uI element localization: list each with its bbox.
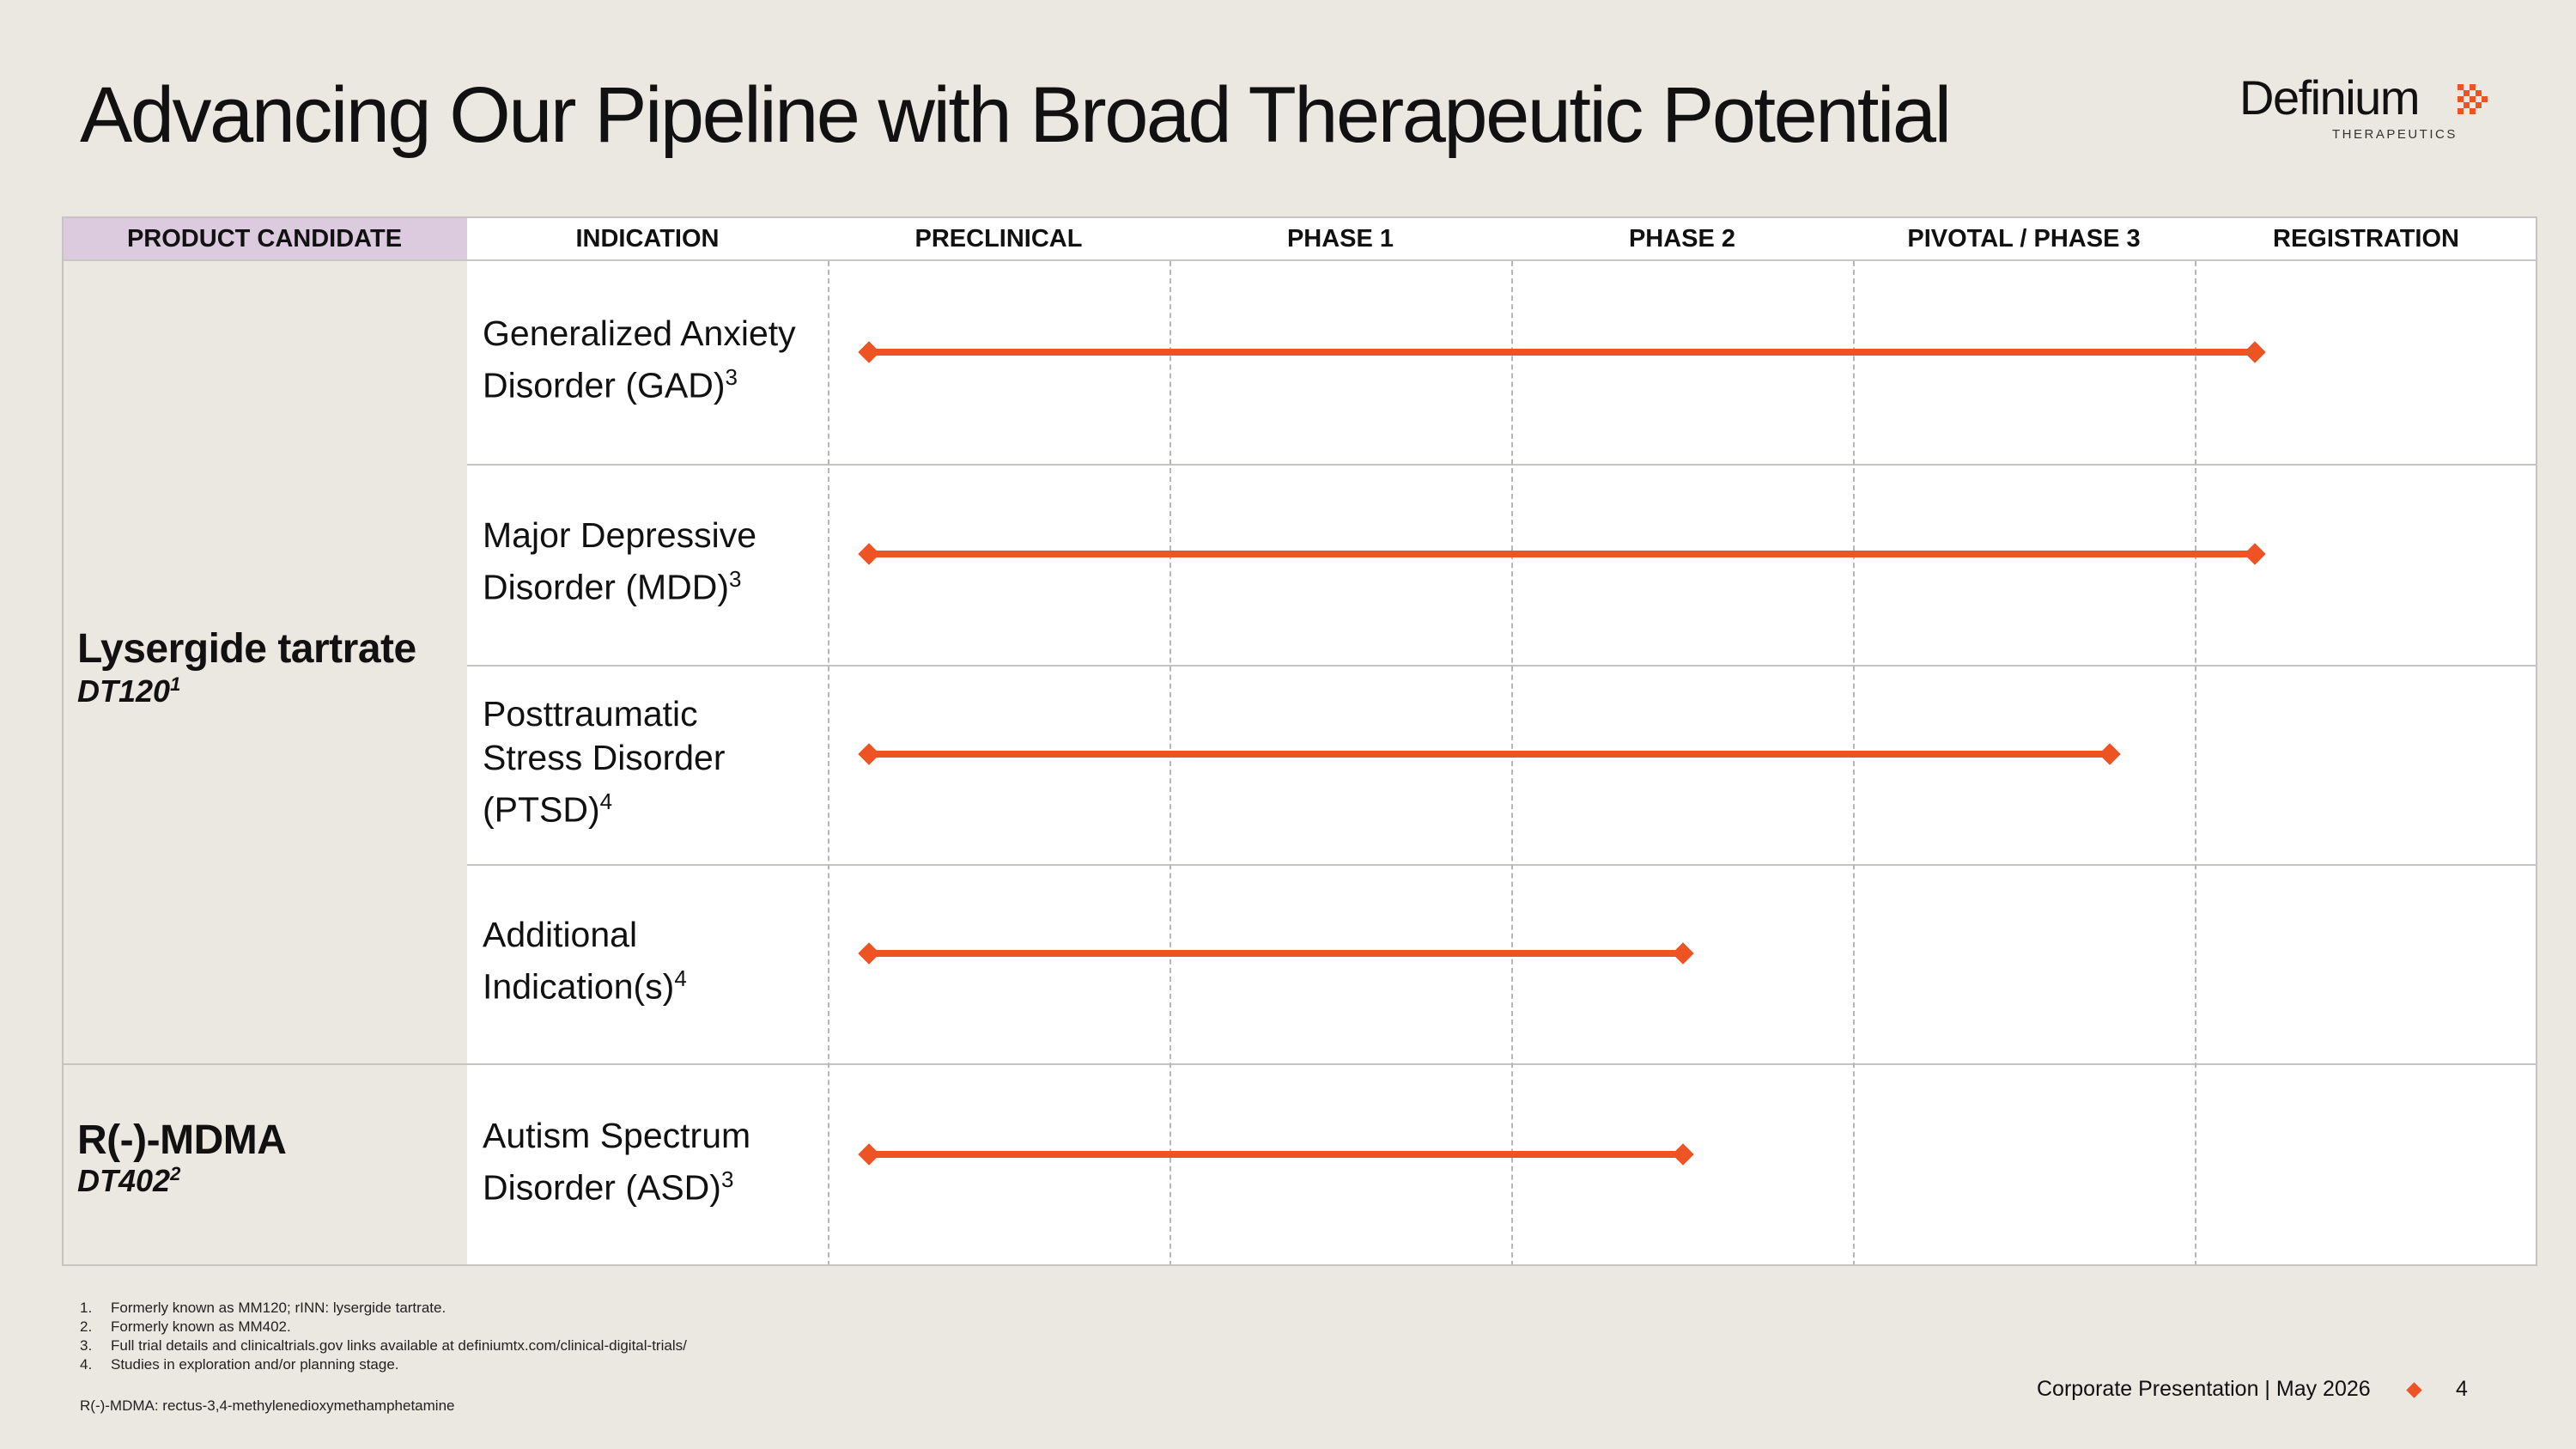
footnote-item <box>80 1336 687 1355</box>
footer-text: Corporate Presentation | May 2026 <box>2037 1377 2371 1401</box>
row-divider <box>467 864 2537 866</box>
header-preclinical: PRECLINICAL <box>828 216 1170 261</box>
row-divider <box>62 1063 2537 1065</box>
company-logo <box>2239 70 2497 148</box>
header-phase-1: PHASE 1 <box>1170 216 1511 261</box>
footnote-number: 2. <box>80 1318 93 1335</box>
footnote-text: Full trial details and clinicaltrials.gov links available at definiumtx.com/clinical-digital-trials/ <box>111 1337 687 1354</box>
indication-line: (PTSD) <box>483 789 600 830</box>
indication-note: 4 <box>674 965 687 991</box>
candidate-code-note: 2 <box>170 1163 181 1184</box>
candidate-code <box>77 1163 180 1199</box>
header-indication: INDICATION <box>467 216 828 261</box>
logo-mark-icon <box>2454 81 2492 119</box>
header-registration: REGISTRATION <box>2195 216 2537 261</box>
footer-diamond-icon <box>2406 1382 2421 1397</box>
progress-bar <box>869 1151 1683 1158</box>
candidate-code-text: DT120 <box>77 673 171 709</box>
progress-bar <box>869 751 2110 758</box>
indication-line: Disorder (GAD) <box>483 365 726 405</box>
page-number: 4 <box>2456 1377 2468 1401</box>
progress-bar <box>869 950 1683 957</box>
footnote-text: Formerly known as MM120; rINN: lysergide tartrate. <box>111 1300 447 1316</box>
indication-label <box>483 312 843 408</box>
indication-line: Autism Spectrum <box>483 1116 751 1155</box>
header-pivotal-phase-3: PIVOTAL / PHASE 3 <box>1853 216 2195 261</box>
indication-line: Disorder (MDD) <box>483 567 729 607</box>
page-title: Advancing Our Pipeline with Broad Therapeutic Potential <box>80 71 1950 159</box>
footnote-number: 3. <box>80 1337 93 1354</box>
indication-line: Generalized Anxiety <box>483 314 796 353</box>
candidate-code-note: 1 <box>170 673 181 695</box>
column-divider <box>2195 261 2196 1266</box>
footnote-number: 4. <box>80 1356 93 1373</box>
footnote-item <box>80 1299 687 1318</box>
column-divider <box>1853 261 1855 1266</box>
indication-label <box>483 1114 843 1210</box>
indication-label <box>483 913 843 1009</box>
indication-note: 4 <box>599 788 613 814</box>
column-divider <box>1170 261 1171 1266</box>
column-divider <box>1511 261 1513 1266</box>
indication-label <box>483 692 843 832</box>
footnotes <box>80 1299 687 1374</box>
indication-note: 3 <box>729 566 742 592</box>
logo-subtitle: THERAPEUTICS <box>2332 127 2458 142</box>
indication-label <box>483 514 843 610</box>
indication-line: Indication(s) <box>483 966 675 1007</box>
candidate-code <box>77 673 180 709</box>
indication-line: Additional <box>483 915 638 954</box>
progress-bar <box>869 551 2255 557</box>
logo-name: Definium <box>2239 70 2419 125</box>
footnote-item <box>80 1355 687 1374</box>
candidate-code-text: DT402 <box>77 1163 171 1198</box>
indication-note: 3 <box>720 1166 734 1192</box>
indication-line: Disorder (ASD) <box>483 1167 721 1208</box>
footnote-number: 1. <box>80 1300 93 1316</box>
indication-line: Stress Disorder <box>483 737 726 777</box>
progress-bar <box>869 349 2255 356</box>
abbreviation-note: R(-)-MDMA: rectus-3,4-methylenedioxymethamphetamine <box>80 1397 455 1414</box>
candidate-name: Lysergide tartrate <box>77 626 416 672</box>
row-divider <box>467 464 2537 466</box>
footnote-text: Studies in exploration and/or planning stage. <box>111 1356 399 1373</box>
header-product-candidate: PRODUCT CANDIDATE <box>62 216 467 261</box>
footnote-text: Formerly known as MM402. <box>111 1318 291 1335</box>
pipeline-table <box>62 216 2537 1266</box>
header-phase-2: PHASE 2 <box>1511 216 1853 261</box>
indication-note: 3 <box>725 364 738 390</box>
indication-line: Posttraumatic <box>483 693 698 734</box>
indication-line: Major Depressive <box>483 515 756 555</box>
candidate-name: R(-)-MDMA <box>77 1117 287 1163</box>
footnote-item <box>80 1318 687 1336</box>
row-divider <box>467 665 2537 667</box>
